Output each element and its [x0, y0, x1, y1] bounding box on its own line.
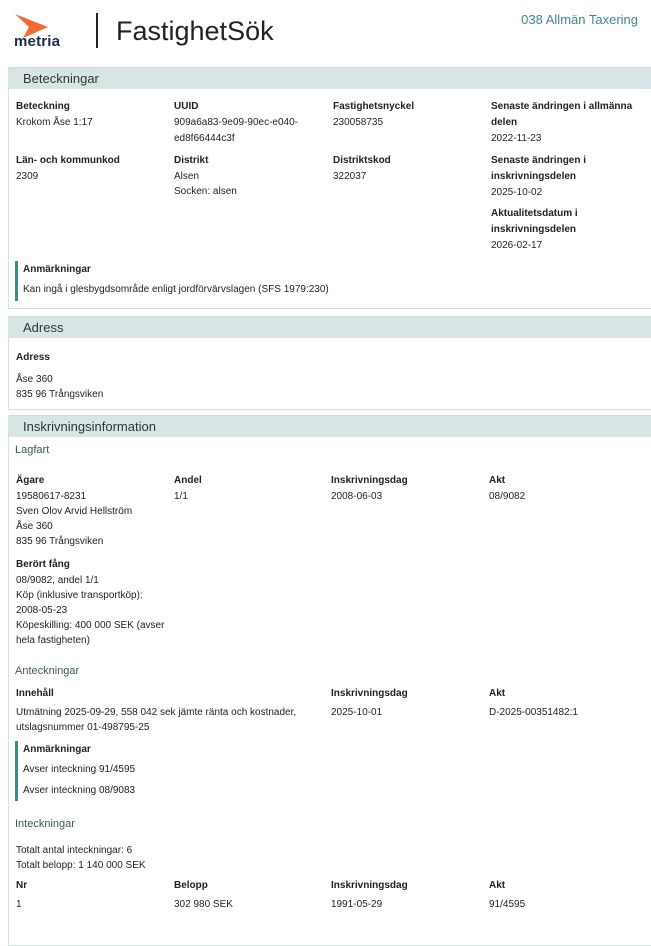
inteckning-belopp: 302 980 SEK — [174, 899, 233, 910]
inskrivningsdag-value: 2008-06-03 — [331, 491, 383, 502]
berort-line: Köp (inklusive transportköp): — [16, 590, 143, 601]
app-title: FastighetSök — [116, 16, 274, 46]
owner-line: 835 96 Trångsviken — [16, 536, 104, 547]
field-value: Krokom Åse 1:17 — [16, 117, 93, 128]
field-distriktskod — [333, 153, 391, 185]
adress-block — [16, 350, 103, 402]
field-senaste-inskrivning — [491, 153, 586, 201]
field-lan-kommunkod — [16, 153, 120, 185]
field-beteckning — [16, 99, 93, 131]
field-value: ed8f66444c3f — [174, 133, 235, 144]
lagfart-subtitle: Lagfart — [15, 444, 50, 456]
col-header-nr: Nr — [16, 880, 28, 891]
col-header-agare: Ägare — [16, 475, 45, 486]
field-label: Län- och kommunkod — [16, 155, 120, 166]
inteckningar-subtitle: Inteckningar — [15, 818, 75, 830]
inskrivning-section — [8, 415, 651, 946]
berort-fang-label: Berört fång — [16, 559, 70, 570]
anmarkningar-box — [15, 741, 135, 801]
totalt-belopp: Totalt belopp: 1 140 000 SEK — [16, 860, 146, 871]
taxering-link[interactable]: 038 Allmän Taxering — [521, 12, 638, 27]
berort-line: hela fastigheten) — [16, 635, 90, 646]
field-label: inskrivningsdelen — [491, 224, 577, 235]
adress-section — [8, 316, 651, 410]
anmarkningar-label: Anmärkningar — [23, 744, 91, 755]
page-header — [0, 0, 651, 62]
field-value: 2026-02-17 — [491, 240, 543, 251]
owner-line: 19580617-8231 — [16, 491, 87, 502]
col-header-innehall: Innehåll — [16, 688, 54, 699]
col-header-akt: Akt — [489, 688, 506, 699]
col-header-akt: Akt — [489, 475, 506, 486]
field-label: Fastighetsnyckel — [333, 101, 415, 112]
berort-fang-block — [16, 557, 164, 648]
section-title: Beteckningar — [9, 67, 651, 89]
field-value: 909a6a83-9e09-90ec-e040- — [174, 117, 298, 128]
akt-value: 08/9082 — [489, 491, 526, 502]
section-title: Adress — [9, 316, 651, 338]
section-title: Inskrivningsinformation — [9, 415, 651, 437]
field-value: Alsen — [174, 171, 200, 182]
field-fastighetsnyckel — [333, 99, 414, 131]
berort-line: 2008-05-23 — [16, 605, 68, 616]
berort-line: 08/9082, andel 1/1 — [16, 575, 99, 586]
col-header-inskrivningsdag: Inskrivningsdag — [331, 880, 408, 891]
col-header-belopp: Belopp — [174, 880, 208, 891]
akt-value: D-2025-00351482:1 — [489, 707, 578, 718]
field-value: Socken: alsen — [174, 186, 237, 197]
header-divider — [96, 13, 98, 48]
field-label: Senaste ändringen i — [491, 155, 587, 166]
adress-line: 835 96 Trångsviken — [16, 389, 104, 400]
field-label: Distrikt — [174, 155, 209, 166]
anmarkning-item: Avser inteckning 08/9083 — [23, 785, 136, 796]
anmarkning-item: Avser inteckning 91/4595 — [23, 764, 136, 775]
owner-line: Åse 360 — [16, 521, 53, 532]
innehall-line: utslagsnummer 01-498795-25 — [16, 722, 150, 733]
innehall-block — [16, 705, 296, 735]
field-value: 2022-11-23 — [491, 133, 542, 144]
field-aktualitetsdatum — [491, 206, 578, 254]
owner-line: Sven Olov Arvid Hellström — [16, 506, 133, 517]
andel-value: 1/1 — [174, 491, 188, 502]
field-label: inskrivningsdelen — [491, 171, 577, 182]
anmarkningar-box — [15, 261, 329, 301]
anmarkningar-text: Kan ingå i glesbygdsområde enligt jordförvärvslagen (SFS 1979:230) — [23, 284, 329, 295]
totalt-antal: Totalt antal inteckningar: 6 — [16, 845, 133, 856]
inteckning-akt: 91/4595 — [489, 899, 526, 910]
col-header-inskrivningsdag: Inskrivningsdag — [331, 688, 408, 699]
field-value: 2025-10-02 — [491, 187, 543, 198]
field-value: 2309 — [16, 171, 39, 182]
field-label: Aktualitetsdatum i — [491, 208, 578, 219]
field-label: Distriktskod — [333, 155, 391, 166]
field-value: 322037 — [333, 171, 367, 182]
field-label: delen — [491, 117, 518, 128]
field-label: Beteckning — [16, 101, 70, 112]
adress-label: Adress — [16, 352, 50, 363]
col-header-akt: Akt — [489, 880, 506, 891]
field-label: Senaste ändringen i allmänna — [491, 101, 633, 112]
col-header-inskrivningsdag: Inskrivningsdag — [331, 475, 408, 486]
inteckning-nr: 1 — [16, 899, 22, 910]
logo-text: metria — [14, 33, 61, 50]
col-header-andel: Andel — [174, 475, 202, 486]
field-distrikt — [174, 153, 237, 199]
field-senaste-allmanna — [491, 99, 632, 147]
inskrivningsdag-value: 2025-10-01 — [331, 707, 383, 718]
inteckning-dag: 1991-05-29 — [331, 899, 383, 910]
adress-line: Åse 360 — [16, 374, 53, 385]
beteckningar-section — [8, 67, 651, 309]
inteckningar-totals — [16, 843, 146, 873]
innehall-line: Utmätning 2025-09-29, 558 042 sek jämte ränta och kostnader, — [16, 707, 297, 718]
owner-block — [16, 489, 132, 549]
anmarkningar-label: Anmärkningar — [23, 264, 91, 275]
field-label: UUID — [174, 101, 199, 112]
field-uuid — [174, 99, 298, 147]
anteckningar-subtitle: Anteckningar — [15, 665, 80, 677]
berort-line: Köpeskilling: 400 000 SEK (avser — [16, 620, 165, 631]
field-value: 230058735 — [333, 117, 384, 128]
